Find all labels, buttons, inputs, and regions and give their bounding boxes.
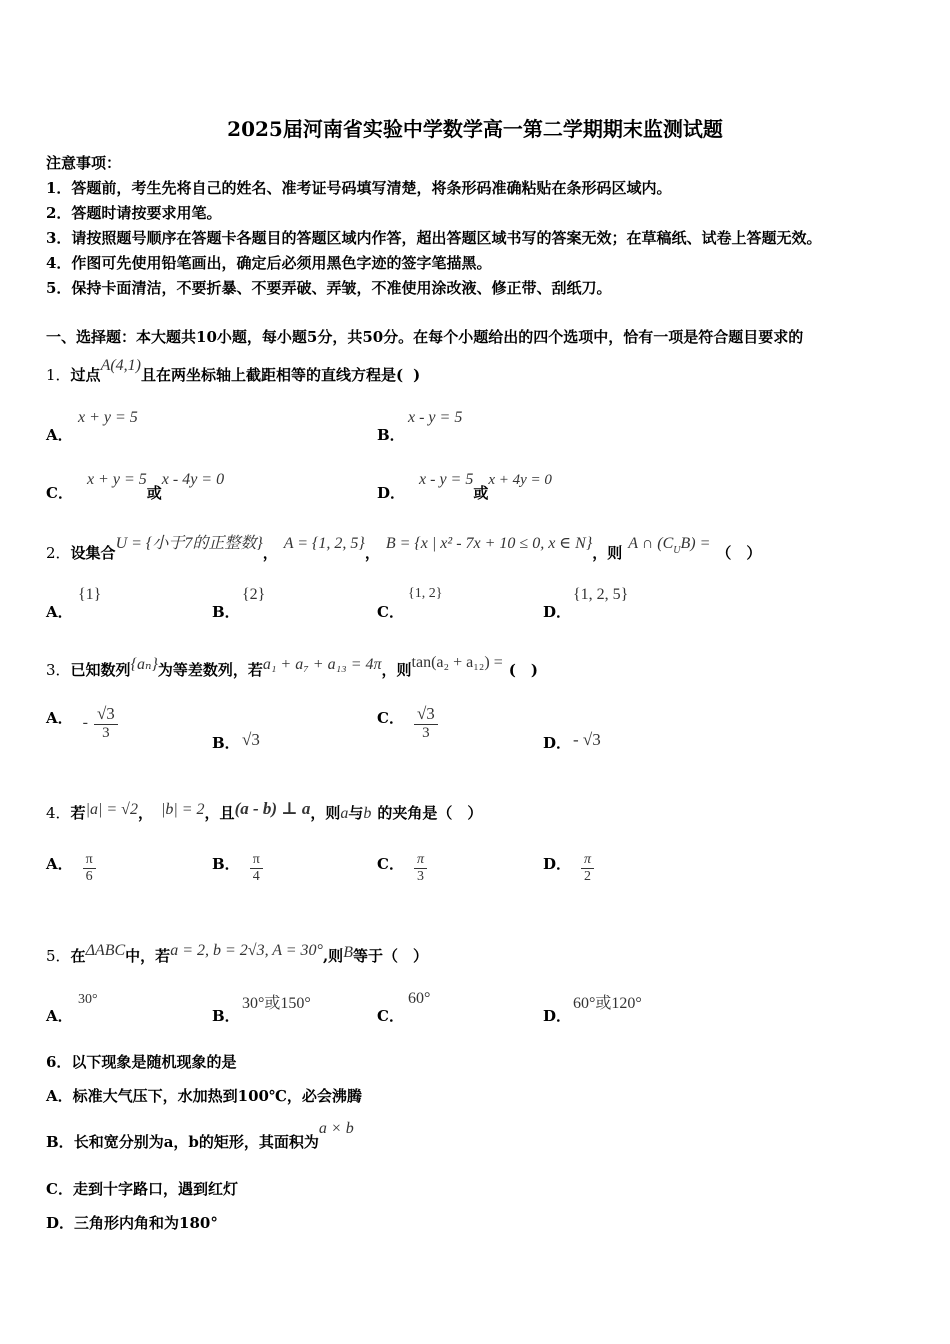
option-label: A． (46, 1007, 73, 1025)
option-c: C．走到十字路口，遇到红灯 (46, 1180, 238, 1198)
option-a-math: 30° (78, 992, 98, 1007)
option-label: D． (543, 603, 572, 621)
question-5-stem: 5．在ΔABC中，若a = 2, b = 2√3, A = 30°,则B等于（ ） (46, 942, 428, 965)
question-6-stem: 6．以下现象是随机现象的是 (46, 1053, 237, 1071)
note-item: 2．答题时请按要求用笔。 (46, 204, 222, 222)
question-2-stem: 2．设集合U = {小于7的正整数}，A = {1, 2, 5}，B = {x | x² - 7x + 10 ≤ 0, x ∈ N}，则A ∩ $(C^UB)$ =（ ） (46, 535, 762, 562)
option-d-math: 60°或120° (573, 995, 642, 1012)
option-label: B． (212, 1007, 240, 1025)
option-label: B． (212, 734, 240, 752)
option-d-math: - √3 (573, 730, 601, 749)
option-a: A． $\frac{\pi}{6}$ (46, 852, 96, 885)
option-a: A．标准大气压下，水加热到100℃，必会沸腾 (46, 1087, 362, 1105)
option-b-math: x - y = 5 (408, 409, 463, 426)
option-c: C． $\frac{\pi}{3}$ (377, 852, 427, 885)
option-a-math: {1} (78, 586, 102, 603)
note-item: 4．作图可先使用铅笔画出，确定后必须用黑色字迹的签字笔描黑。 (46, 254, 492, 272)
option-c: C．x + y = 5或x - 4y = 0 (46, 471, 225, 502)
option-b-math: 30°或150° (242, 995, 311, 1012)
option-c-math: {1, 2} (408, 586, 443, 601)
option-label: C． (377, 1007, 404, 1025)
option-c-math: 60° (408, 990, 431, 1007)
option-a: A． - $\frac{√3}{3}$ (46, 704, 118, 742)
option-b-math: {2} (242, 586, 266, 603)
option-c: C． $\frac{√3}{3}$ (377, 704, 438, 742)
question-number: 3． (46, 661, 71, 679)
option-b: B．长和宽分别为a，b的矩形，其面积为a × b (46, 1120, 354, 1151)
note-item: 5．保持卡面清洁，不要折暴、不要弄破、弄皱，不准使用涂改液、修正带、刮纸刀。 (46, 279, 612, 297)
question-number: 4． (46, 804, 71, 822)
question-number: 2． (46, 544, 71, 562)
option-label: A． (46, 603, 73, 621)
section-heading: 一、选择题：本大题共10小题，每小题5分，共50分。在每个小题给出的四个选项中，恰有一项是符合题目要求的 (46, 328, 804, 346)
option-d-math: {1, 2, 5} (573, 586, 629, 603)
page-title: 2025届河南省实验中学数学高一第二学期期末监测试题 (227, 117, 723, 141)
question-4-stem: 4．若|a| = √2， |b| = 2，且(a - b) ⊥ a，则a与b 的夹角是（ ） (46, 799, 483, 822)
option-a-math: x + y = 5 (78, 409, 138, 426)
option-d: D． $\frac{\pi}{2}$ (543, 852, 594, 885)
option-d: D．三角形内角和为180° (46, 1214, 218, 1232)
option-b: B． $\frac{\pi}{4}$ (212, 852, 263, 885)
option-label: D． (543, 734, 572, 752)
question-1-stem: 1．过点A(4,1)且在两坐标轴上截距相等的直线方程是( ) (46, 357, 421, 384)
question-number: 5． (46, 947, 71, 965)
option-label: B． (377, 426, 405, 444)
option-b-math: √3 (242, 730, 260, 749)
option-label: C． (377, 603, 404, 621)
option-label: D． (543, 1007, 572, 1025)
option-d: D．x - y = 5或x + 4y = 0 (377, 471, 552, 502)
note-item: 3．请按照题号顺序在答题卡各题目的答题区域内作答，超出答题区域书写的答案无效；在草稿纸、试卷上答题无效。 (46, 229, 822, 247)
option-label: B． (212, 603, 240, 621)
notes-heading: 注意事项： (46, 154, 122, 172)
math-expr: A(4,1) (100, 357, 141, 374)
note-item: 1．答题前，考生先将自己的姓名、准考证号码填写清楚，将条形码准确粘贴在条形码区域内。 (46, 179, 672, 197)
option-label: A． (46, 426, 73, 444)
question-number: 1． (46, 366, 71, 384)
question-3-stem: 3．已知数列{aₙ}为等差数列，若a₁ + a₇ + a₁₃ = 4π，则tan(a₂ + a₁₂) = ( ) (46, 654, 538, 679)
